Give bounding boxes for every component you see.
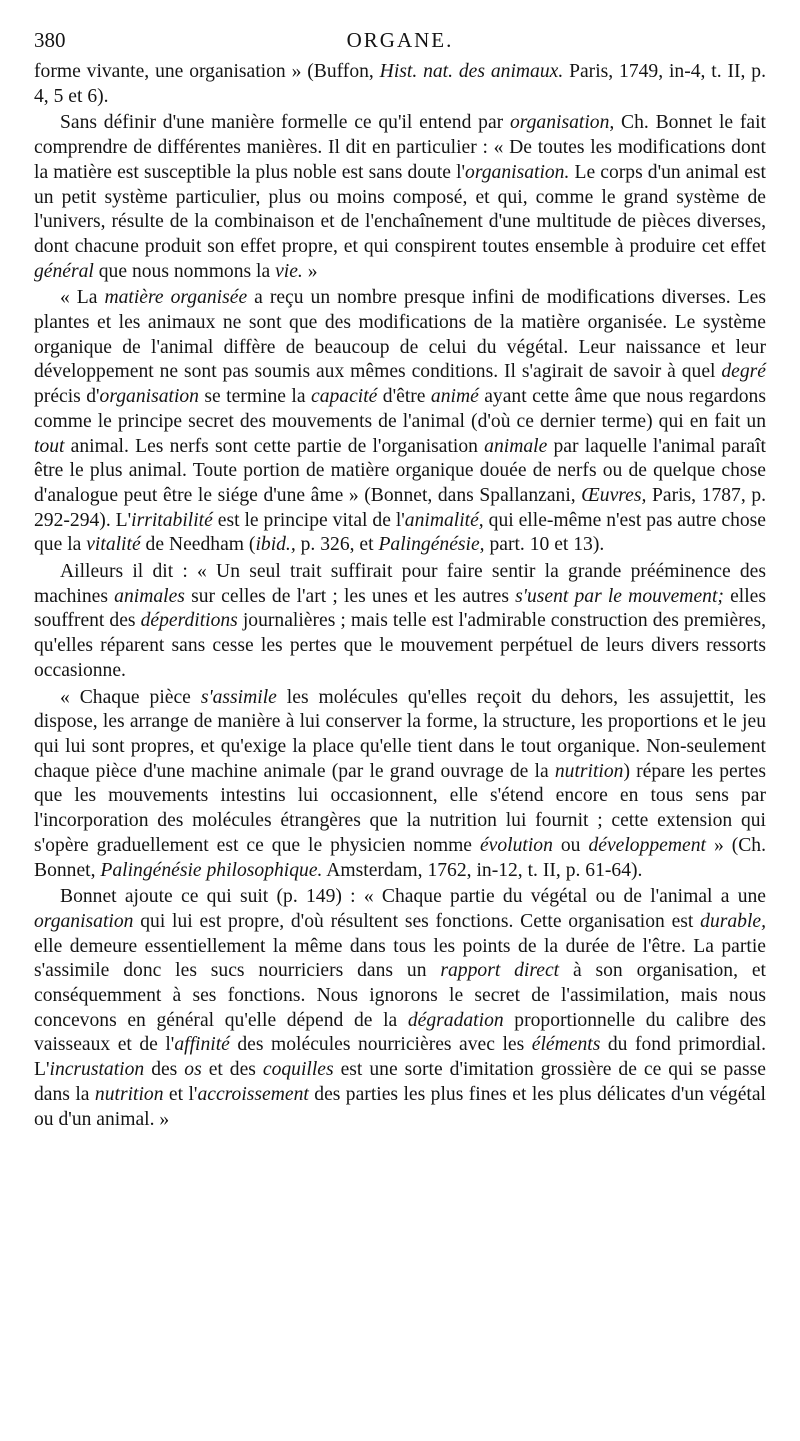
text-run: Ch. Bonnet le fait comprendre de différentes manières. Il dit en particulier : « De toutes les modifications dont la matière est susceptible la plus noble est sans doute l' [34,112,766,183]
text-run: Paris, 1787, p. 292-294). L' [34,484,767,531]
text-run: ayant cette âme que nous regardons comme le principe secret des mouvements de l'animal (d'où ce dernier terme) qui en fait un [34,386,766,432]
text-run: est une sorte d'imitation grossière de ce qui se passe dans la [34,1059,766,1105]
text-run: elles souffrent des [34,585,766,632]
text-run: des molécules nourricières avec les [229,1034,532,1056]
italic-text: organisation, [509,112,615,134]
italic-text: animé [430,386,479,408]
text-run: qui lui est propre, d'où résultent ses fonctions. Cette organisation est [133,910,701,932]
italic-text: incrustation [49,1059,145,1081]
italic-text: os [184,1059,202,1081]
running-head: ORGANE. [346,28,454,52]
paragraph [34,111,766,284]
italic-text: coquilles [262,1059,334,1081]
text-run: journalières ; mais telle est l'admirable construction des premières, qu'elles réparent sans cesse les pertes que le mouvement perpétuel de leurs divers ressorts occasionne. [34,610,766,681]
italic-text: Hist. nat. des animaux. [379,61,564,82]
italic-text: irritabilité [131,509,213,531]
text-run: Sans définir d'une manière formelle ce qu'il entend par [60,112,510,134]
paragraph [34,60,766,109]
italic-text: vitalité [86,534,141,556]
text-run: que nous nommons la [93,260,276,282]
text-run: animal. Les nerfs sont cette partie de l'organisation [64,435,485,457]
italic-text: éléments [531,1034,601,1056]
italic-text: animale [484,435,548,457]
text-run: d'être [377,386,431,408]
italic-text: degré [721,361,766,383]
text-run: des [144,1059,185,1081]
italic-text: Palingénésie, [378,534,485,556]
italic-text: ibid., [255,534,296,556]
paragraph [34,885,766,1132]
text-run: « Chaque pièce [60,686,201,708]
body-text [34,60,766,1132]
italic-text: évolution [479,834,553,856]
paragraph [34,686,766,884]
paragraph [34,560,766,684]
italic-text: s'usent par le mouvement; [515,585,724,607]
text-run: et des [201,1059,263,1081]
italic-text: durable, [700,910,766,932]
text-run: de Needham ( [140,534,256,556]
text-run: Paris, 1749, in-4, t. II, p. 4, 5 et 6). [34,61,766,107]
text-run: « La [60,287,105,309]
text-run: précis d' [34,386,100,408]
text-run: qui elle-même n'est pas autre chose que la [34,509,766,556]
italic-text: développement [588,834,706,856]
italic-text: matière organisée [104,287,248,309]
text-run: et l' [163,1083,198,1105]
italic-text: organisation. [465,161,570,183]
italic-text: nutrition [94,1083,164,1105]
text-run: ou [552,834,589,856]
text-run: » (Ch. Bonnet, [34,834,766,881]
page-number: 380 [34,28,66,52]
text-run: ) répare les pertes que les mouvements intestins lui occasionnent, elle s'étend encore en tous sens par l'incorporation des molécules étrangères que la nutrition lui fournit ; cette extension qui s'opère graduellement est ce que le physicien nomme [34,760,766,856]
italic-text: rapport direct [440,960,560,982]
italic-text: animales [114,585,185,607]
text-run: Le corps d'un animal est un petit système particulier, plus ou moins composé, et qui, comme le grand système de l'univers, résulte de la combinaison et de l'enchaînement d'une multitude de pièces diverses, dont chacune produit son effet propre, et qui conspirent toutes ensemble à produire cet effet [34,161,766,257]
italic-text: capacité [311,386,378,408]
text-run: Bonnet ajoute ce qui suit (p. 149) : « Chaque partie du végétal ou de l'animal a une [60,886,766,908]
paragraph [34,286,766,558]
italic-text: s'assimile [200,686,277,708]
text-run: des parties les plus fines et les plus délicates d'un végétal ou d'un animal. » [34,1083,766,1130]
italic-text: nutrition [554,760,624,782]
italic-text: tout [34,435,65,457]
italic-text: Palingénésie philosophique. [100,859,323,881]
text-run: Amsterdam, 1762, in-12, t. II, p. 61-64). [322,859,643,881]
text-run: forme vivante, une organisation » (Buffon, [34,61,380,82]
text-run: proportionnelle du calibre des vaisseaux et de l' [34,1009,766,1056]
text-run: par laquelle l'animal paraît être le plus animal. Toute portion de matière organique douée de nerfs ou de quelque chose d'analogue peut être le siége d'une âme » (Bonnet, dans Spallanzani, [34,435,766,506]
page-header [34,26,766,60]
text-run: sur celles de l'art ; les unes et les autres [184,585,516,607]
italic-text: Œuvres, [581,484,647,506]
text-run: Ailleurs il dit : « Un seul trait suffirait pour faire sentir la grande prééminence des machines [34,561,766,607]
italic-text: vie. [275,260,303,282]
italic-text: général [34,260,94,282]
text-run: est le principe vital de l' [212,509,405,531]
italic-text: dégradation [407,1009,504,1031]
italic-text: organisation [34,910,134,932]
italic-text: affinité [174,1034,230,1056]
text-run: les molécules qu'elles reçoit du dehors, les assujettit, les dispose, les arrange de manière à lui conserver la forme, la structure, les proportions et le jeu qui lui sont propres, et qu'exige la place qu'elle tient dans le tout organique. Non-seulement chaque pièce d'une machine animale (par le grand ouvrage de la [34,686,766,782]
text-run: à son organisation, et conséquemment à ses fonctions. Nous ignorons le secret de l'assimilation, mais nous concevons en général qu'elle dépend de la [34,960,766,1031]
text-run: se termine la [198,386,311,408]
italic-text: accroissement [197,1083,309,1105]
italic-text: organisation [99,386,199,408]
text-run: a reçu un nombre presque infini de modifications diverses. Les plantes et les animaux ne sont que des modifications de la matière organisée. Le système organique de l'animal diffère de beaucoup de celui du végétal. Leur naissance et leur développement ne sont pas soumis aux mêmes conditions. Il s'agirait de savoir à quel [34,287,766,383]
italic-text: déperditions [140,610,238,632]
text-run: du fond primordial. L' [34,1034,767,1081]
text-run: part. 10 et 13). [484,534,605,556]
text-run: elle demeure essentiellement la même dans tous les points de la durée de l'être. La partie s'assimile donc les sucs nourriciers dans un [34,935,766,982]
text-run: p. 326, et [295,534,379,556]
text-run: » [302,260,318,282]
italic-text: animalité, [404,509,484,531]
